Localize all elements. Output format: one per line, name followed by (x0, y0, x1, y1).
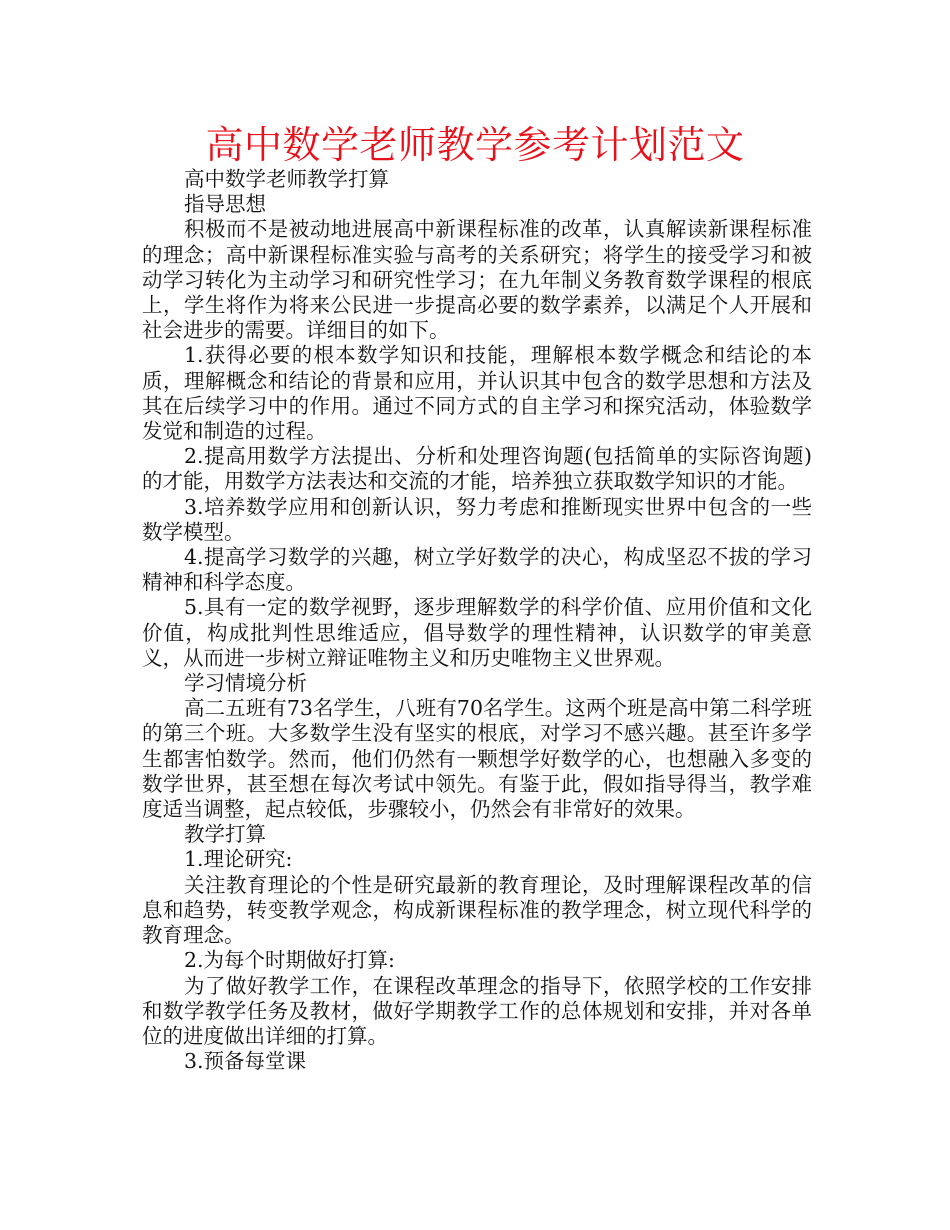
paragraph-period-heading: 2.为每个时期做好打算: (184, 948, 395, 973)
paragraph-goal-4: 4.提高学习数学的兴趣，树立学好数学的决心，构成坚忍不拔的学习精神和科学态度。 (142, 545, 812, 595)
document-body (142, 167, 812, 1074)
paragraph-situation-heading: 学习情境分析 (184, 671, 307, 696)
paragraph-goal-2: 2.提高用数学方法提出、分析和处理咨询题(包括简单的实际咨询题)的才能，用数学方法表达和交流的才能，培养独立获取数学知识的才能。 (142, 444, 812, 494)
paragraph-goal-5: 5.具有一定的数学视野，逐步理解数学的科学价值、应用价值和文化价值，构成批判性思维适应，倡导数学的理性精神，认识数学的审美意义，从而进一步树立辩证唯物主义和历史唯物主义世界观。 (142, 595, 812, 670)
paragraph-period-text: 为了做好教学工作，在课程改革理念的指导下，依照学校的工作安排和数学教学任务及教材，做好学期教学工作的总体规划和安排，并对各单位的进度做出详细的打算。 (142, 973, 812, 1048)
paragraph-situation-text: 高二五班有73名学生，八班有70名学生。这两个班是高中第二科学班的第三个班。大多数学生没有坚实的根底，对学习不感兴趣。甚至许多学生都害怕数学。然而，他们仍然有一颗想学好数学的心，也想融入多变的数学世界，甚至想在每次考试中领先。有鉴于此，假如指导得当，教学难度适当调整，起点较低，步骤较小，仍然会有非常好的效果。 (142, 696, 812, 822)
paragraph-guiding-text: 积极而不是被动地进展高中新课程标准的改革，认真解读新课程标准的理念；高中新课程标准实验与高考的关系研究；将学生的接受学习和被动学习转化为主动学习和研究性学习；在九年制义务教育数学课程的根底上，学生将作为将来公民进一步提高必要的数学素养，以满足个人开展和社会进步的需要。详细目的如下。 (142, 217, 812, 343)
paragraph-goal-1: 1.获得必要的根本数学知识和技能，理解根本数学概念和结论的本质，理解概念和结论的背景和应用，并认识其中包含的数学思想和方法及其在后续学习中的作用。通过不同方式的自主学习和探究活动，体验数学发觉和制造的过程。 (142, 343, 812, 444)
paragraph-theory-text: 关注教育理论的个性是研究最新的教育理论，及时理解课程改革的信息和趋势，转变教学观念，构成新课程标准的教学理念，树立现代科学的教育理念。 (142, 872, 812, 948)
paragraph-goal-3: 3.培养数学应用和创新认识，努力考虑和推断现实世界中包含的一些数学模型。 (142, 494, 812, 544)
paragraph-teaching-plan-heading: 教学打算 (184, 822, 266, 847)
paragraph-guiding-heading: 指导思想 (184, 192, 266, 217)
document-title: 高中数学老师教学参考计划范文 (205, 123, 745, 167)
paragraph-theory-heading: 1.理论研究: (184, 847, 293, 872)
paragraph-plan-heading: 高中数学老师教学打算 (184, 167, 389, 191)
paragraph-prepare-heading: 3.预备每堂课 (184, 1049, 307, 1074)
